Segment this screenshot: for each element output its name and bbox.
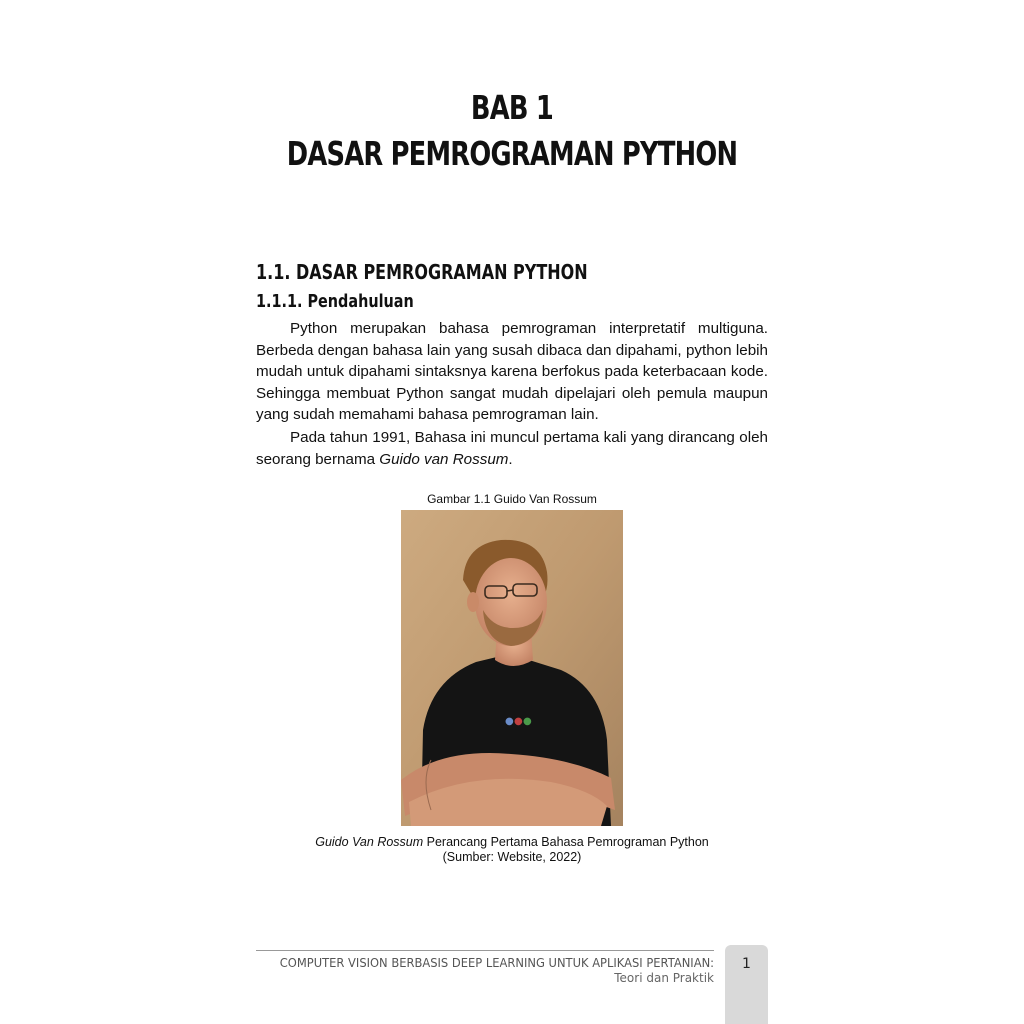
caption-description: Perancang Pertama Bahasa Pemrograman Python bbox=[423, 835, 709, 849]
subsection-heading: 1.1.1. Pendahuluan bbox=[256, 291, 414, 312]
paragraph-history bbox=[256, 427, 768, 470]
page-number: 1 bbox=[742, 956, 751, 972]
paragraph-history-text: Pada tahun 1991, Bahasa ini muncul pertama kali yang dirancang oleh seorang bernama bbox=[256, 429, 768, 468]
paragraph-history-end: . bbox=[508, 450, 513, 468]
guido-name: Guido van Rossum bbox=[379, 450, 509, 468]
figure-title: Gambar 1.1 Guido Van Rossum bbox=[427, 492, 597, 506]
svg-text:●: ● bbox=[514, 716, 523, 727]
chapter-title bbox=[113, 85, 912, 177]
svg-text:●: ● bbox=[523, 716, 532, 727]
paragraph-intro: Python merupakan bahasa pemrograman interpretatif multiguna. Berbeda dengan bahasa lain yang susah dibaca dan dipahami, python lebih mudah untuk dipahami sintaksnya karena berfokus pada keterbacaan kode. Sehingga membuat Python sangat mudah dipelajari oleh pemula maupun yang sudah memahami bahasa pemrograman lain. bbox=[256, 320, 768, 424]
caption-line bbox=[0, 835, 1024, 850]
footer-divider bbox=[256, 950, 714, 951]
figure-caption bbox=[0, 835, 1024, 865]
footer-book-title: COMPUTER VISION BERBASIS DEEP LEARNING UNTUK APLIKASI PERTANIAN: bbox=[279, 955, 714, 970]
portrait-illustration bbox=[401, 510, 623, 826]
chapter-name: DASAR PEMROGRAMAN PYTHON bbox=[286, 134, 738, 173]
caption-source: (Sumber: Website, 2022) bbox=[442, 850, 582, 864]
guido-photo bbox=[401, 510, 623, 826]
page-number-tab bbox=[725, 945, 768, 1024]
svg-text:●: ● bbox=[505, 716, 514, 727]
caption-person-name: Guido Van Rossum bbox=[315, 835, 424, 849]
section-heading: 1.1. DASAR PEMROGRAMAN PYTHON bbox=[256, 260, 588, 284]
footer-subtitle: Teori dan Praktik bbox=[614, 971, 714, 985]
chapter-number: BAB 1 bbox=[470, 88, 554, 127]
